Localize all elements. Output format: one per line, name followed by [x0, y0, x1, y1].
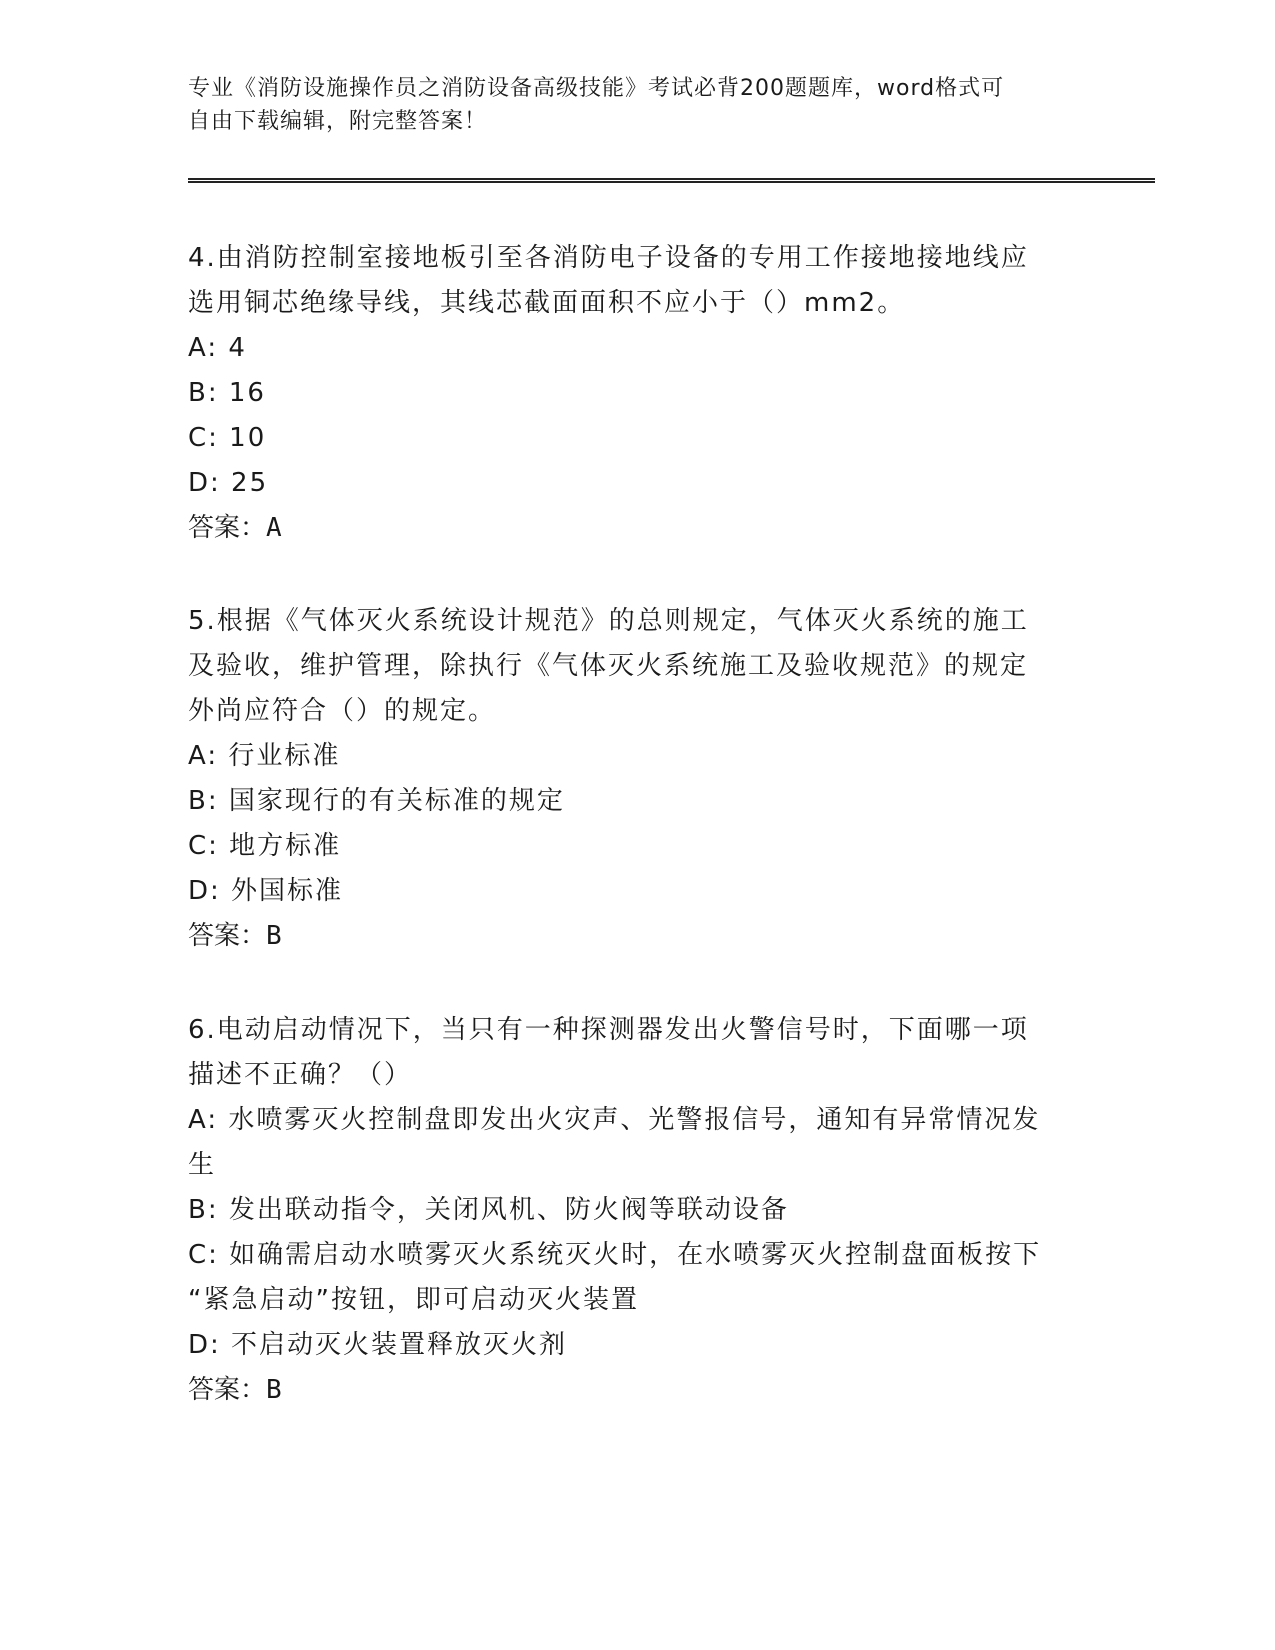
- stem-line: 5.根据《气体灭火系统设计规范》的总则规定，气体灭火系统的施工: [188, 606, 1029, 636]
- option-b: B: 发出联动指令，关闭风机、防火阀等联动设备: [188, 1195, 789, 1225]
- option-b: B: 国家现行的有关标准的规定: [188, 786, 565, 816]
- stem-line: 6.电动启动情况下，当只有一种探测器发出火警信号时，下面哪一项: [188, 1015, 1029, 1045]
- option-d: D: 不启动灭火装置释放灭火剂: [188, 1330, 568, 1360]
- question-item: [188, 1008, 1078, 1413]
- stem-line: 4.由消防控制室接地板引至各消防电子设备的专用工作接地接地线应: [188, 243, 1029, 273]
- option-d: D: 25: [188, 468, 269, 498]
- option-d: D: 外国标准: [188, 876, 344, 906]
- option-c-line-2: “紧急启动”按钮，即可启动灭火装置: [188, 1285, 639, 1315]
- question-item: [188, 599, 1078, 959]
- option-a: A: 行业标准: [188, 741, 341, 771]
- answer-line: 答案：B: [188, 1375, 282, 1405]
- header-line-1: 专业《消防设施操作员之消防设备高级技能》考试必背200题题库，word格式可: [188, 76, 1005, 101]
- document-header: [188, 72, 1068, 138]
- option-a: A: 4: [188, 333, 247, 363]
- option-c-line-1: C: 如确需启动水喷雾灭火系统灭火时，在水喷雾灭火控制盘面板按下: [188, 1240, 1042, 1270]
- question-item: [188, 236, 1078, 551]
- header-divider: [188, 178, 1155, 183]
- option-c: C: 地方标准: [188, 831, 342, 861]
- stem-line: 外尚应符合（）的规定。: [188, 696, 497, 726]
- question-stem: [188, 599, 1078, 734]
- option-a-line-2: 生: [188, 1150, 217, 1180]
- answer-line: 答案：A: [188, 513, 282, 543]
- stem-line: 及验收，维护管理，除执行《气体灭火系统施工及验收规范》的规定: [188, 651, 1029, 681]
- option-b: B: 16: [188, 378, 266, 408]
- stem-line: 描述不正确？（）: [188, 1060, 413, 1090]
- header-line-2: 自由下载编辑，附完整答案！: [188, 109, 488, 134]
- option-c: C: 10: [188, 423, 267, 453]
- answer-line: 答案：B: [188, 921, 282, 951]
- question-stem: [188, 1008, 1078, 1098]
- question-stem: [188, 236, 1078, 326]
- option-a-line-1: A: 水喷雾灭火控制盘即发出火灾声、光警报信号，通知有异常情况发: [188, 1105, 1041, 1135]
- stem-line: 选用铜芯绝缘导线，其线芯截面面积不应小于（）mm2。: [188, 288, 906, 318]
